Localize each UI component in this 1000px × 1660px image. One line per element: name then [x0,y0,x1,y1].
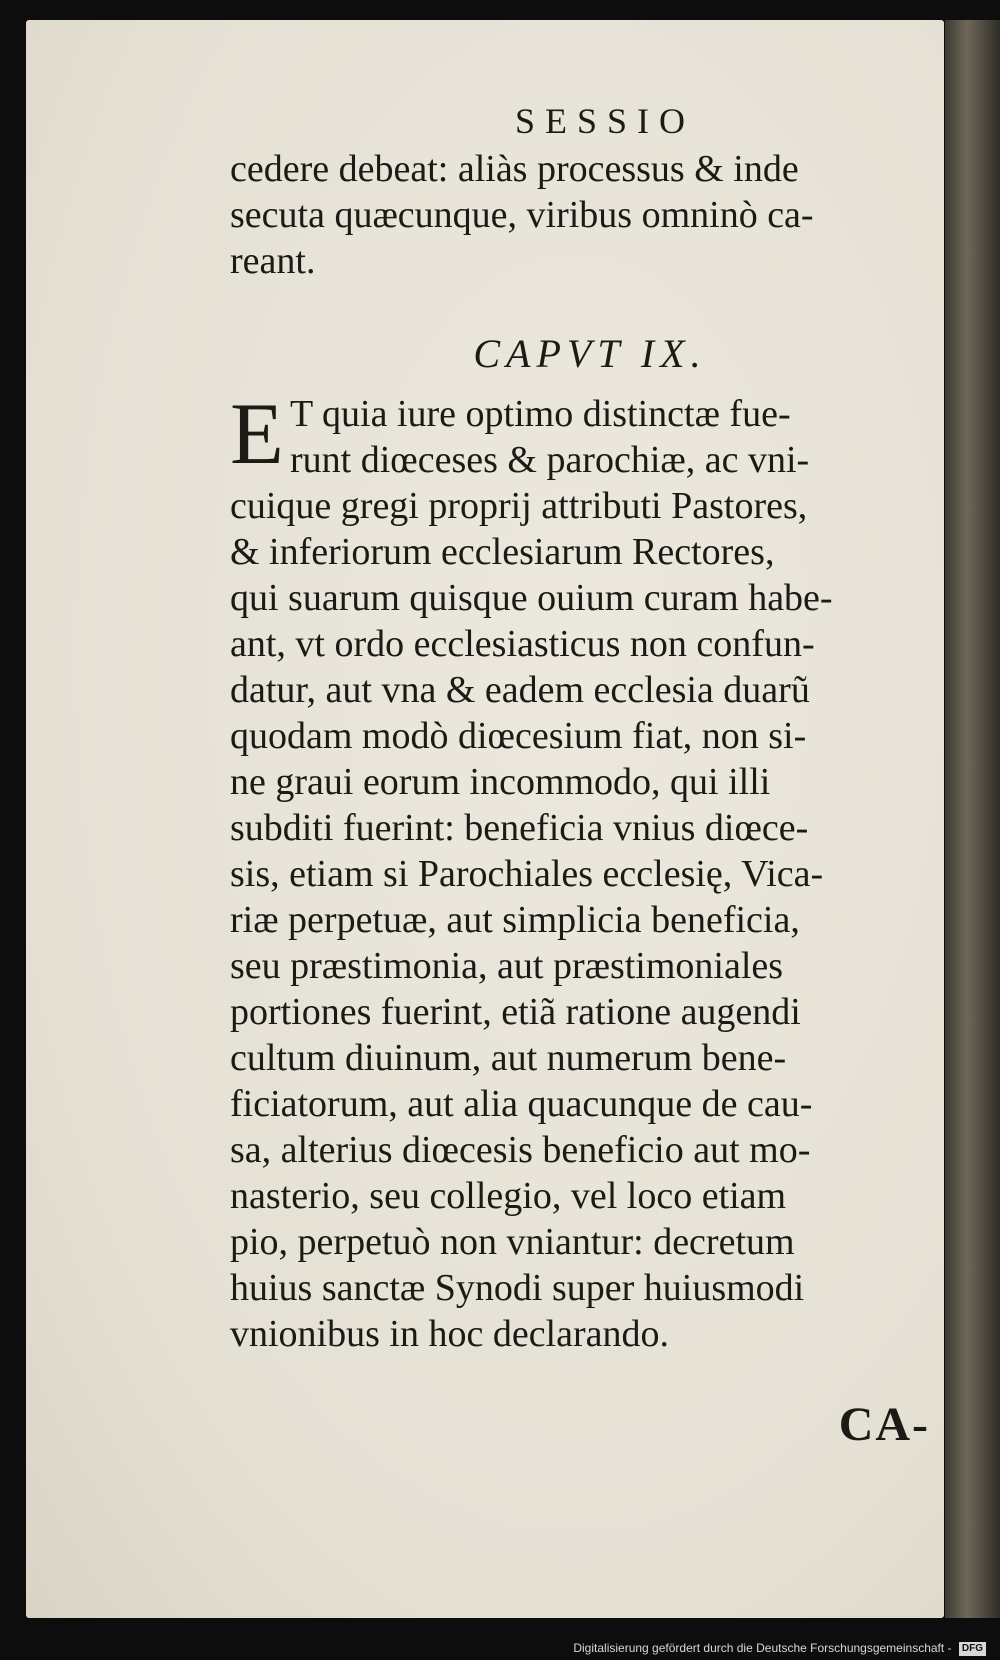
text-line: T quia iure optimo distinctæ fue- [290,393,791,435]
text-line: ne graui eorum incommodo, qui illi [230,761,771,803]
text-line: vnionibus in hoc declarando. [230,1313,670,1355]
text-line: cedere debeat: aliàs processus & inde [230,148,799,190]
text-line: ant, vt ordo ecclesiasticus non confun- [230,623,815,665]
text-line: reant. [230,240,316,282]
text-line: sa, alterius diœcesis beneficio aut mo- [230,1129,811,1171]
text-line: subditi fuerint: beneficia vnius diœce- [230,807,809,849]
text-line: pio, perpetuò non vniantur: decretum [230,1221,795,1263]
text-line: & inferiorum ecclesiarum Rectores, [230,531,775,573]
text-line: cultum diuinum, aut numerum bene- [230,1037,787,1079]
text-line: cuique gregi proprij attributi Pastores, [230,485,808,527]
text-line: nasterio, seu collegio, vel loco etiam [230,1175,787,1217]
text-line: portiones fuerint, etiã ratione augendi [230,991,801,1033]
drop-cap: E [230,386,284,483]
text-line: sis, etiam si Parochiales ecclesię, Vica- [230,853,824,895]
intro-paragraph [230,146,940,284]
text-line: runt diœceses & parochiæ, ac vni- [290,439,810,481]
text-line: secuta quæcunque, viribus omninò ca- [230,194,814,236]
book-spine [945,20,1000,1618]
text-line: datur, aut vna & eadem ecclesia duarũ [230,669,810,711]
chapter-heading: CAPVT IX. [473,331,707,376]
running-head: SESSIO [514,101,696,141]
catchword: CA- [838,1398,930,1451]
text-line: qui suarum quisque ouium curam habe- [230,577,833,619]
footer-bar [0,1636,1000,1660]
page-text [230,100,940,1452]
text-line: ficiatorum, aut alia quacunque de cau- [230,1083,813,1125]
footer-text: Digitalisierung gefördert durch die Deutsche Forschungsgemeinschaft - [573,1641,952,1655]
text-line: riæ perpetuæ, aut simplicia beneficia, [230,899,800,941]
chapter-paragraph [230,386,940,1357]
text-line: huius sanctæ Synodi super huiusmodi [230,1267,805,1309]
text-line: seu præstimonia, aut præstimoniales [230,945,784,987]
text-line: quodam modò diœcesium fiat, non si- [230,715,807,757]
dfg-logo-icon: DFG [959,1642,986,1656]
